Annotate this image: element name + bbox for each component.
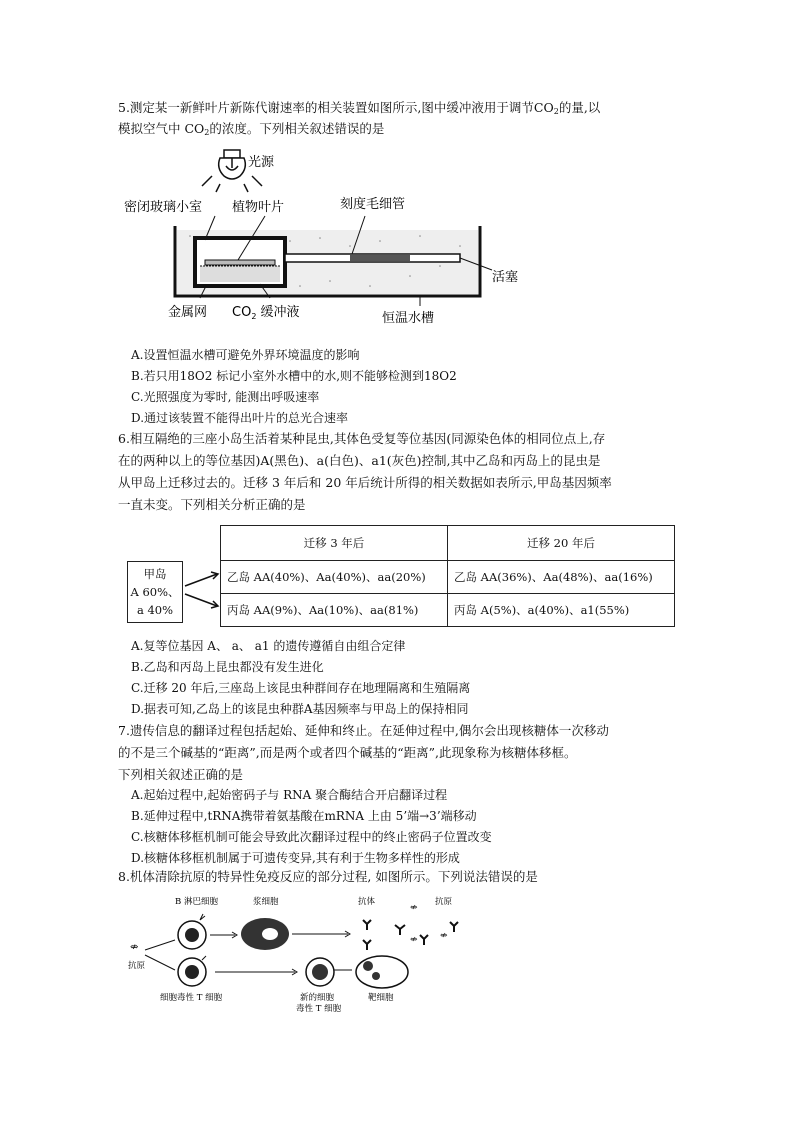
table-cell: 乙岛 AA(36%)、Aa(48%)、aa(16%) xyxy=(448,561,675,594)
label-new-tc-1: 新的细胞 xyxy=(300,993,335,1003)
label-antigen-top: 抗原 xyxy=(435,897,453,907)
q6-stem-line3: 从甲岛上迁移过去的。迁移 3 年后和 20 年后统计所得的相关数据如表所示,甲岛基因频率 xyxy=(118,475,612,490)
new-tc-cell-icon xyxy=(306,958,352,986)
label-antigen-left: 抗原 xyxy=(128,961,146,971)
q7-stem-line3: 下列相关叙述正确的是 xyxy=(118,767,244,782)
q5-stem-line2: 模拟空气中 $CO_2$的浓度。下列相关叙述错误的是 xyxy=(118,121,385,137)
label-antibody: 抗体 xyxy=(358,897,376,907)
q6-stem-line4: 一直未变。下列相关分析正确的是 xyxy=(118,497,306,512)
q8-stem: 8.机体清除抗原的特异性免疫反应的部分过程, 如图所示。下列说法错误的是 xyxy=(118,869,538,884)
table-header-20yr: 迁移 20 年后 xyxy=(448,526,675,561)
q5-option-a: A.设置恒温水槽可避免外界环境温度的影响 xyxy=(131,348,360,362)
svg-text:⇎: ⇎ xyxy=(410,903,418,913)
label-new-tc-2: 毒性 T 细胞 xyxy=(296,1004,342,1014)
q7-stem-line2: 的不是三个碱基的“距离”,而是两个或者四个碱基的“距离”,此现象称为核糖体移框。 xyxy=(118,745,577,760)
table-header-3yr: 迁移 3 年后 xyxy=(221,526,448,561)
plasma-cell-icon xyxy=(241,918,289,950)
q6-stem-line2: 在的两种以上的等位基因)A(黑色)、a(白色)、a1(灰色)控制,其中乙岛和丙岛上的昆虫是 xyxy=(118,453,601,468)
label-capillary: 刻度毛细管 xyxy=(340,197,406,212)
q7-option-a: A.起始过程中,起始密码子与 RNA 聚合酶结合开启翻译过程 xyxy=(131,788,448,802)
q6-option-c: C.迁移 20 年后,三座岛上该昆虫种群间存在地理隔离和生殖隔离 xyxy=(131,681,471,695)
label-plasma: 浆细胞 xyxy=(253,897,279,907)
q6-stem-line1: 6.相互隔绝的三座小岛生活着某种昆虫,其体色受复等位基因(同源染色体的相同位点上,存 xyxy=(118,431,606,446)
q8-immune-figure xyxy=(120,890,480,1015)
q6-option-b: B.乙岛和丙岛上昆虫都没有发生进化 xyxy=(131,660,324,674)
capillary-tube xyxy=(285,254,460,262)
antigen-icon xyxy=(410,903,448,945)
svg-text:⇎: ⇎ xyxy=(410,935,418,945)
q5-option-d: D.通过该装置不能得出叶片的总光合速率 xyxy=(131,411,349,425)
tc-cell-icon xyxy=(178,956,206,986)
q7-option-c: C.核糖体移框机制可能会导致此次翻译过程中的终止密码子位置改变 xyxy=(131,830,492,844)
q5-apparatus-figure xyxy=(120,146,520,336)
label-light: 光源 xyxy=(248,155,275,170)
svg-text:⇎: ⇎ xyxy=(440,931,448,941)
q5-option-b: B.若只用18O2 标记小室外水槽中的水,则不能够检测到18O2 xyxy=(131,369,457,383)
table-cell: 乙岛 AA(40%)、Aa(40%)、aa(20%) xyxy=(221,561,448,594)
q6-option-a: A.复等位基因 A、 a、 a1 的遗传遵循自由组合定律 xyxy=(131,639,406,653)
label-buffer: $CO_2$ 缓冲液 xyxy=(232,305,300,321)
label-piston: 活塞 xyxy=(492,270,519,285)
q6-option-d: D.据表可知,乙岛上的该昆虫种群A基因频率与甲岛上的保持相同 xyxy=(131,702,469,716)
label-target: 靶细胞 xyxy=(368,993,394,1003)
q7-option-d: D.核糖体移框机制属于可遗传变异,其有利于生物多样性的形成 xyxy=(131,851,460,865)
q7-stem-line1: 7.遗传信息的翻译过程包括起始、延伸和终止。在延伸过程中,偶尔会出现核糖体一次移动 xyxy=(118,723,609,738)
label-bath: 恒温水槽 xyxy=(382,311,435,326)
q7-option-b: B.延伸过程中,tRNA携带着氨基酸在mRNA 上由 5’端→3’端移动 xyxy=(131,809,477,823)
label-leaf: 植物叶片 xyxy=(232,200,285,215)
island-jia-box xyxy=(127,561,183,623)
island-jia-name: 甲岛 xyxy=(143,567,167,581)
table-cell: 丙岛 AA(9%)、Aa(10%)、aa(81%) xyxy=(221,594,448,627)
label-tc-cell: 细胞毒性 T 细胞 xyxy=(160,993,223,1003)
target-cell-icon xyxy=(356,956,408,988)
q5-stem-line1: 5.测定某一新鲜叶片新陈代谢速率的相关装置如图所示,图中缓冲液用于调节$CO_2$的量,以 xyxy=(118,100,601,116)
migration-table xyxy=(220,525,675,627)
label-mesh: 金属网 xyxy=(168,305,208,320)
sealed-chamber xyxy=(195,238,285,286)
label-b-cell: B 淋巴细胞 xyxy=(175,897,218,907)
migration-arrows xyxy=(183,570,223,610)
antigen-left-icon: ⇎ xyxy=(130,942,139,953)
table-row xyxy=(221,561,675,594)
label-chamber: 密闭玻璃小室 xyxy=(124,200,203,215)
island-jia-freq-lower-a: a 40% xyxy=(136,603,174,617)
b-cell-icon xyxy=(178,914,206,949)
island-jia-freq-a: A 60%、 xyxy=(130,585,180,599)
q5-option-c: C.光照强度为零时, 能测出呼吸速率 xyxy=(131,390,320,404)
table-cell: 丙岛 A(5%)、a(40%)、a1(55%) xyxy=(448,594,675,627)
table-row xyxy=(221,594,675,627)
